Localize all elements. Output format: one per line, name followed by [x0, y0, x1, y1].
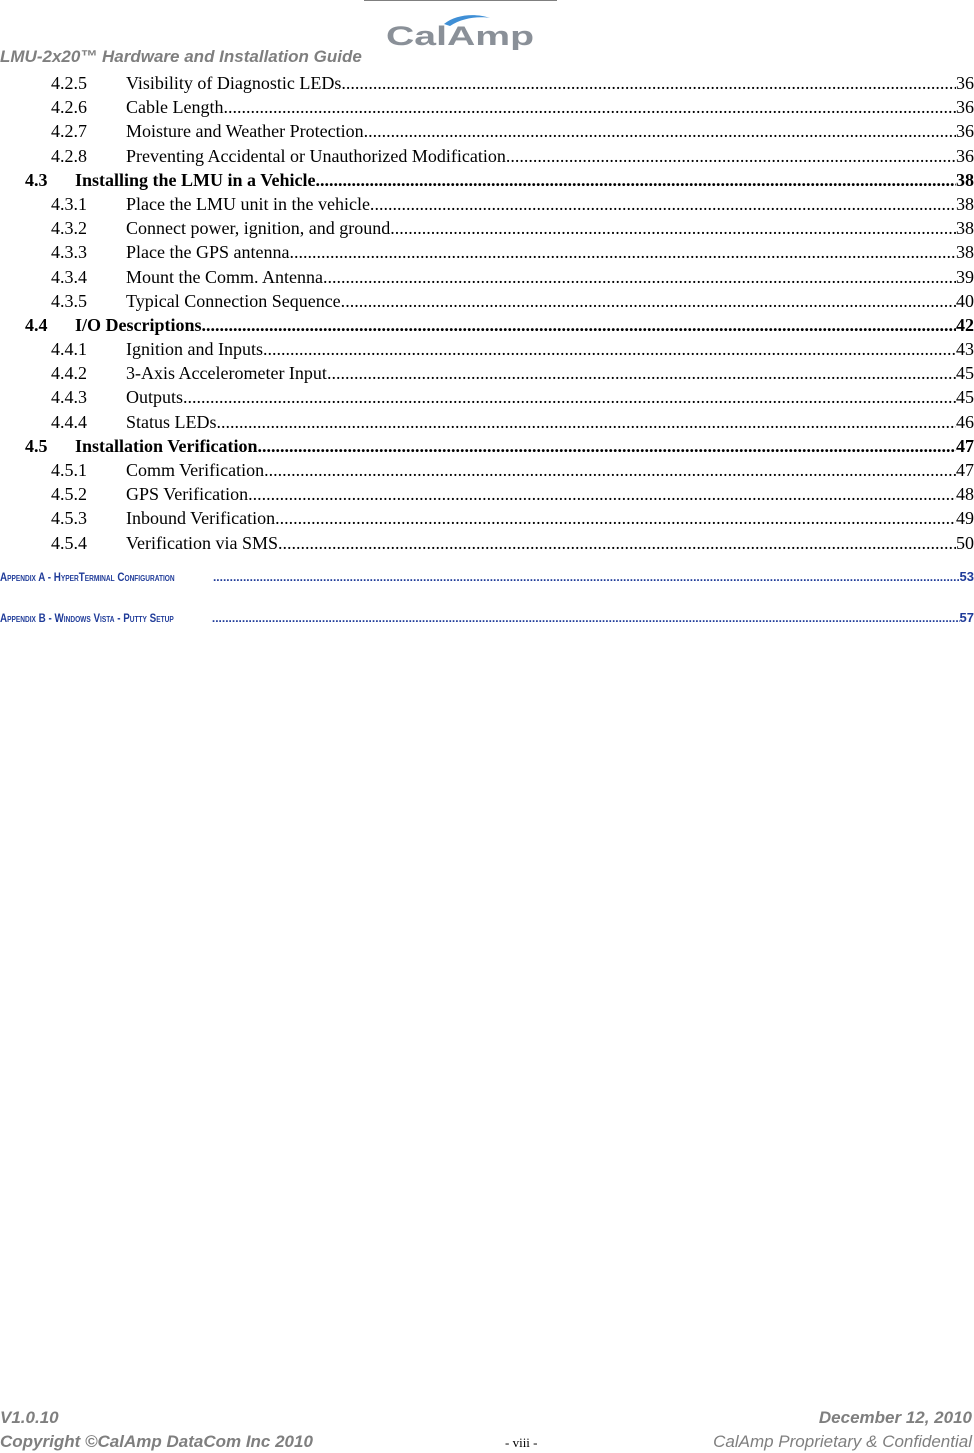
- toc-leader: [217, 412, 956, 433]
- toc-number: 4.5.2: [51, 484, 87, 505]
- toc-entry-4-3-5[interactable]: [0, 291, 974, 315]
- toc-page: 38: [956, 242, 974, 263]
- toc-page: 53: [959, 569, 974, 585]
- toc-title: Place the GPS antenna.: [126, 242, 294, 263]
- toc-page: 45: [956, 387, 974, 408]
- toc-number: 4.5.3: [51, 508, 87, 529]
- toc-entry-4-4-3[interactable]: [0, 387, 974, 411]
- toc-page: 40: [956, 290, 974, 311]
- header-rule: [364, 0, 557, 1]
- toc-title: Installation Verification: [75, 435, 258, 456]
- toc-title: Typical Connection Sequence.: [126, 290, 346, 311]
- toc-title: 3-Axis Accelerometer Input: [126, 363, 327, 384]
- toc-title: Connect power, ignition, and ground.: [126, 218, 395, 239]
- toc-leader: [327, 363, 956, 384]
- toc-entry-4-5-3[interactable]: [0, 508, 974, 532]
- toc-number: 4.3: [25, 169, 48, 190]
- toc-page: 47: [956, 435, 974, 456]
- toc-appendix-title: Appendix B - Windows Vista - Putty Setup: [0, 610, 174, 625]
- toc-title: Verification via SMS: [126, 532, 278, 553]
- toc-leader: [278, 533, 956, 554]
- footer-copyright: Copyright ©CalAmp DataCom Inc 2010: [0, 1432, 313, 1451]
- toc-leader: [263, 339, 956, 360]
- calamp-logo: [384, 14, 536, 50]
- toc-number: 4.3.2: [51, 218, 87, 239]
- toc-title: GPS Verification: [126, 484, 249, 505]
- toc-title: Outputs: [126, 387, 184, 408]
- toc-entry-4-5[interactable]: [0, 436, 974, 460]
- footer-version: V1.0.10: [0, 1408, 59, 1427]
- toc-entry-4-4-4[interactable]: [0, 412, 974, 436]
- toc-number: 4.2.6: [51, 97, 87, 118]
- toc-entry-4-4[interactable]: [0, 315, 974, 339]
- toc-leader: [275, 508, 956, 529]
- toc-page: 36: [956, 73, 974, 93]
- toc-page: 36: [956, 145, 974, 166]
- toc-page: 38: [956, 218, 974, 239]
- toc-appendix-title: Appendix A - HyperTerminal Configuration: [0, 569, 175, 584]
- toc-title: Ignition and Inputs: [126, 339, 263, 360]
- toc-title: Installing the LMU in a Vehicle: [75, 169, 316, 190]
- toc-page: 42: [956, 314, 974, 335]
- logo-wordmark: CalAmp: [386, 21, 534, 50]
- footer-date: December 12, 2010: [818, 1408, 972, 1427]
- toc-page: 49: [956, 508, 974, 529]
- toc-number: 4.5.1: [51, 460, 87, 480]
- toc-number: 4.2.8: [51, 145, 87, 166]
- toc-leader: [183, 387, 956, 408]
- toc-appendix-a[interactable]: [0, 563, 974, 591]
- running-header-title: LMU-2x20™ Hardware and Installation Guide: [0, 47, 362, 66]
- toc-page: 47: [956, 460, 974, 480]
- toc-entry-4-5-1[interactable]: [0, 460, 974, 484]
- toc-page: 43: [956, 339, 974, 360]
- toc-number: 4.5: [25, 435, 48, 456]
- toc-entry-4-5-2[interactable]: [0, 484, 974, 508]
- toc-leader: [202, 315, 956, 336]
- toc-page: 48: [956, 484, 974, 505]
- toc-appendix-b[interactable]: [0, 604, 974, 632]
- toc-number: 4.4.4: [51, 411, 87, 432]
- toc-leader: [223, 97, 956, 118]
- toc-title: Mount the Comm. Antenna.: [126, 266, 328, 287]
- toc-title: Comm Verification: [126, 460, 265, 480]
- toc-page: 46: [956, 411, 974, 432]
- toc-number: 4.4.2: [51, 363, 87, 384]
- table-of-contents: [0, 73, 974, 632]
- toc-number: 4.4: [25, 314, 48, 335]
- toc-entry-4-3-2[interactable]: [0, 218, 974, 242]
- toc-entry-4-2-8[interactable]: [0, 146, 974, 170]
- toc-title: Place the LMU unit in the vehicle.: [126, 193, 375, 214]
- toc-leader: [258, 436, 956, 457]
- toc-leader: [364, 121, 956, 142]
- toc-number: 4.5.4: [51, 532, 87, 553]
- toc-page: 39: [956, 266, 974, 287]
- toc-entry-4-5-4[interactable]: [0, 533, 974, 557]
- footer-page-number: - viii -: [505, 1435, 538, 1450]
- toc-entry-4-3-1[interactable]: [0, 194, 974, 218]
- toc-number: 4.2.5: [51, 73, 87, 93]
- toc-number: 4.4.3: [51, 387, 87, 408]
- toc-leader: [316, 170, 956, 191]
- toc-leader: [213, 570, 960, 584]
- toc-page: 38: [956, 193, 974, 214]
- toc-number: 4.4.1: [51, 339, 87, 360]
- toc-entry-4-4-1[interactable]: [0, 339, 974, 363]
- toc-number: 4.3.4: [51, 266, 87, 287]
- toc-number: 4.2.7: [51, 121, 87, 142]
- toc-leader: [248, 484, 956, 505]
- toc-page: 45: [956, 363, 974, 384]
- toc-title: Moisture and Weather Protection: [126, 121, 364, 142]
- toc-entry-4-3-4[interactable]: [0, 267, 974, 291]
- footer-proprietary: CalAmp Proprietary & Confidential: [713, 1432, 972, 1451]
- toc-page: 36: [956, 97, 974, 118]
- toc-title: Cable Length: [126, 97, 224, 118]
- toc-title: I/O Descriptions: [75, 314, 202, 335]
- toc-entry-4-2-5[interactable]: [0, 73, 974, 97]
- toc-leader: [341, 73, 956, 94]
- toc-leader: [294, 242, 956, 263]
- toc-leader: [506, 146, 956, 167]
- toc-number: 4.3.3: [51, 242, 87, 263]
- toc-leader: [345, 291, 956, 312]
- toc-title: Preventing Accidental or Unauthorized Modification: [126, 145, 506, 166]
- toc-entry-4-4-2[interactable]: [0, 363, 974, 387]
- toc-leader: [395, 218, 956, 239]
- toc-number: 4.3.1: [51, 193, 87, 214]
- toc-entry-4-2-7[interactable]: [0, 121, 974, 145]
- toc-entry-4-3[interactable]: [0, 170, 974, 194]
- toc-leader: [328, 267, 957, 288]
- toc-title: Visibility of Diagnostic LEDs: [126, 73, 342, 93]
- toc-page: 50: [956, 532, 974, 553]
- toc-page: 57: [959, 610, 974, 626]
- toc-title: Status LEDs: [126, 411, 217, 432]
- toc-entry-4-3-3[interactable]: [0, 242, 974, 266]
- toc-number: 4.3.5: [51, 290, 87, 311]
- toc-leader: [212, 611, 960, 625]
- toc-page: 36: [956, 121, 974, 142]
- toc-title: Inbound Verification: [126, 508, 276, 529]
- toc-page: 38: [956, 169, 974, 190]
- toc-entry-4-2-6[interactable]: [0, 97, 974, 121]
- toc-leader: [264, 460, 956, 481]
- toc-leader: [374, 194, 956, 215]
